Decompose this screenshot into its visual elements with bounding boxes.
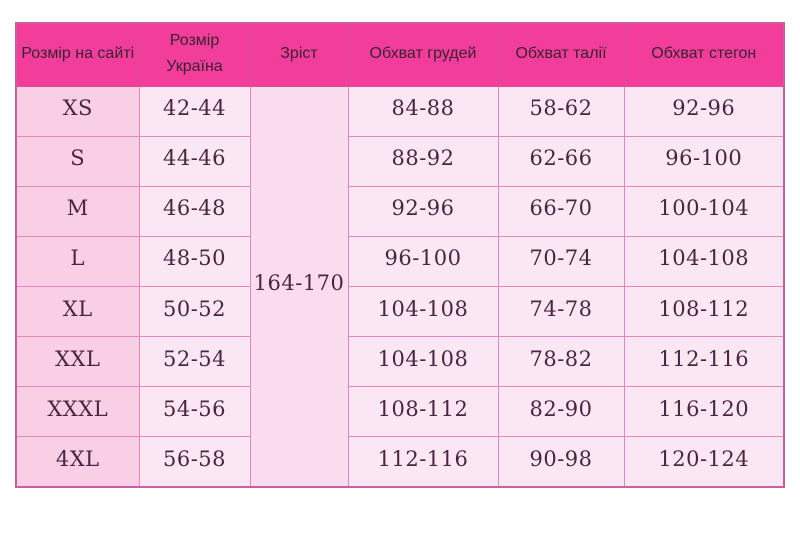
cell-hips: 100-104	[624, 186, 784, 236]
cell-hips: 96-100	[624, 136, 784, 186]
cell-site: 4XL	[16, 437, 139, 487]
cell-waist: 70-74	[498, 236, 624, 286]
cell-hips: 92-96	[624, 86, 784, 136]
cell-chest: 92-96	[348, 186, 498, 236]
cell-site: XS	[16, 86, 139, 136]
cell-ukraine: 56-58	[139, 437, 250, 487]
header-height: Зріст	[250, 23, 348, 86]
cell-hips: 120-124	[624, 437, 784, 487]
cell-ukraine: 48-50	[139, 236, 250, 286]
cell-waist: 82-90	[498, 387, 624, 437]
size-chart-table	[15, 22, 785, 488]
cell-site: M	[16, 186, 139, 236]
cell-chest: 84-88	[348, 86, 498, 136]
cell-waist: 62-66	[498, 136, 624, 186]
cell-chest: 96-100	[348, 236, 498, 286]
cell-chest: 88-92	[348, 136, 498, 186]
cell-waist: 66-70	[498, 186, 624, 236]
table-row	[16, 236, 784, 286]
cell-waist: 74-78	[498, 287, 624, 337]
cell-site: L	[16, 236, 139, 286]
cell-waist: 78-82	[498, 337, 624, 387]
cell-site: XXXL	[16, 387, 139, 437]
cell-hips: 104-108	[624, 236, 784, 286]
cell-hips: 112-116	[624, 337, 784, 387]
table-row	[16, 136, 784, 186]
cell-ukraine: 52-54	[139, 337, 250, 387]
cell-site: XXL	[16, 337, 139, 387]
cell-site: S	[16, 136, 139, 186]
table-row	[16, 287, 784, 337]
cell-ukraine: 54-56	[139, 387, 250, 437]
cell-site: XL	[16, 287, 139, 337]
cell-chest: 108-112	[348, 387, 498, 437]
cell-chest: 104-108	[348, 337, 498, 387]
cell-waist: 58-62	[498, 86, 624, 136]
table-row	[16, 437, 784, 487]
table-row	[16, 387, 784, 437]
cell-hips: 116-120	[624, 387, 784, 437]
cell-ukraine: 50-52	[139, 287, 250, 337]
header-row	[16, 23, 784, 86]
cell-height-merged: 164-170	[250, 86, 348, 487]
table-row	[16, 86, 784, 136]
cell-chest: 112-116	[348, 437, 498, 487]
table-row	[16, 186, 784, 236]
cell-chest: 104-108	[348, 287, 498, 337]
header-waist: Обхват талії	[498, 23, 624, 86]
table-row	[16, 337, 784, 387]
cell-ukraine: 46-48	[139, 186, 250, 236]
header-chest: Обхват грудей	[348, 23, 498, 86]
header-size-site: Розмір на сайті	[16, 23, 139, 86]
cell-ukraine: 44-46	[139, 136, 250, 186]
header-size-ukraine: Розмір Україна	[139, 23, 250, 86]
cell-hips: 108-112	[624, 287, 784, 337]
header-hips: Обхват стегон	[624, 23, 784, 86]
cell-ukraine: 42-44	[139, 86, 250, 136]
cell-waist: 90-98	[498, 437, 624, 487]
